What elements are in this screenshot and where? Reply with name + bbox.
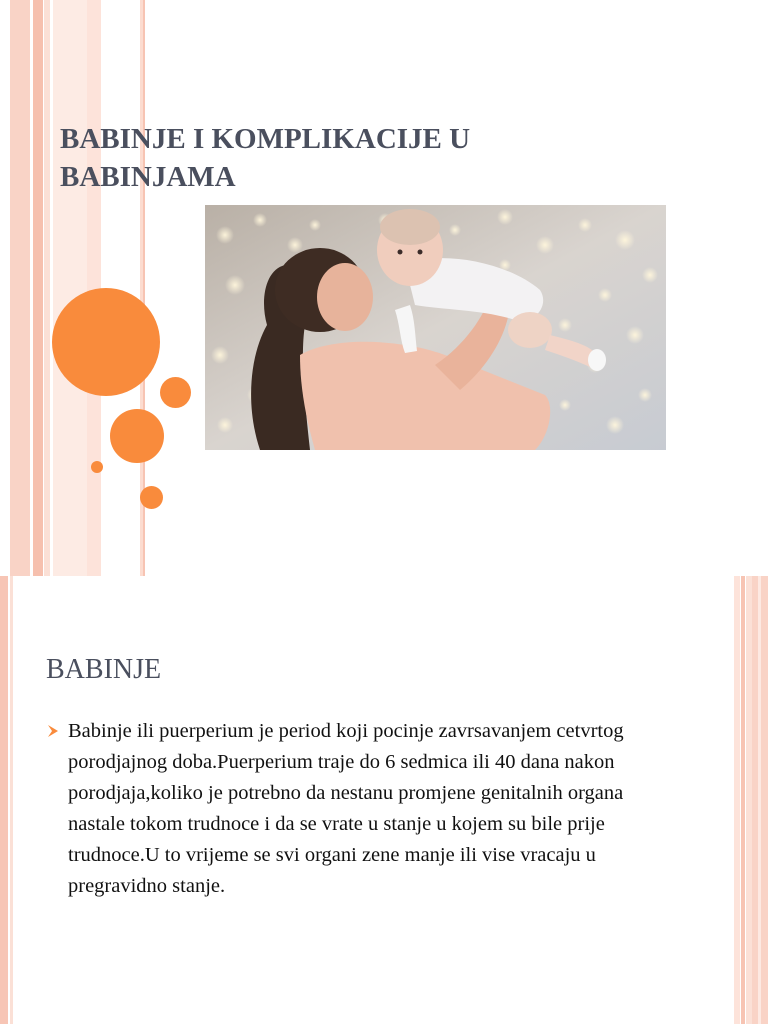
decorative-stripe [734,576,740,1024]
decorative-stripe [758,576,761,1024]
bullet-text: Babinje ili puerperium je period koji pocinje zavrsavanjem cetvrtog porodjajnog doba.Puerperium traje do 6 sedmica ili 40 dana nakon porodjaja,koliko je potrebno da nestanu promjene genitalnih organa nastale tokom trudnoce i da se vrate u stanje u kojem su bile prije trudnoce.U to vrijeme se svi organi zene manje ili vise vracaju u pregravidno stanje. [68,720,624,897]
decorative-stripe [53,0,87,576]
decorative-circle [160,377,191,408]
slide-heading: BABINJE [46,654,162,685]
slide-title: BABINJE I KOMPLIKACIJE U BABINJAMA [60,123,471,193]
decorative-circle-large [52,288,160,396]
decorative-circle-small [91,461,103,473]
bullet-arrow-icon [47,724,59,738]
decorative-stripe [741,576,745,1024]
decorative-stripe [30,0,32,576]
mother-baby-photo [205,205,666,450]
decorative-circle [110,409,164,463]
decorative-circle [140,486,163,509]
decorative-stripe [0,576,8,1024]
decorative-stripe [0,0,8,576]
decorative-stripe [10,576,13,1024]
decorative-stripe [10,0,30,576]
decorative-stripe [33,0,43,576]
content-slide [0,576,768,1024]
